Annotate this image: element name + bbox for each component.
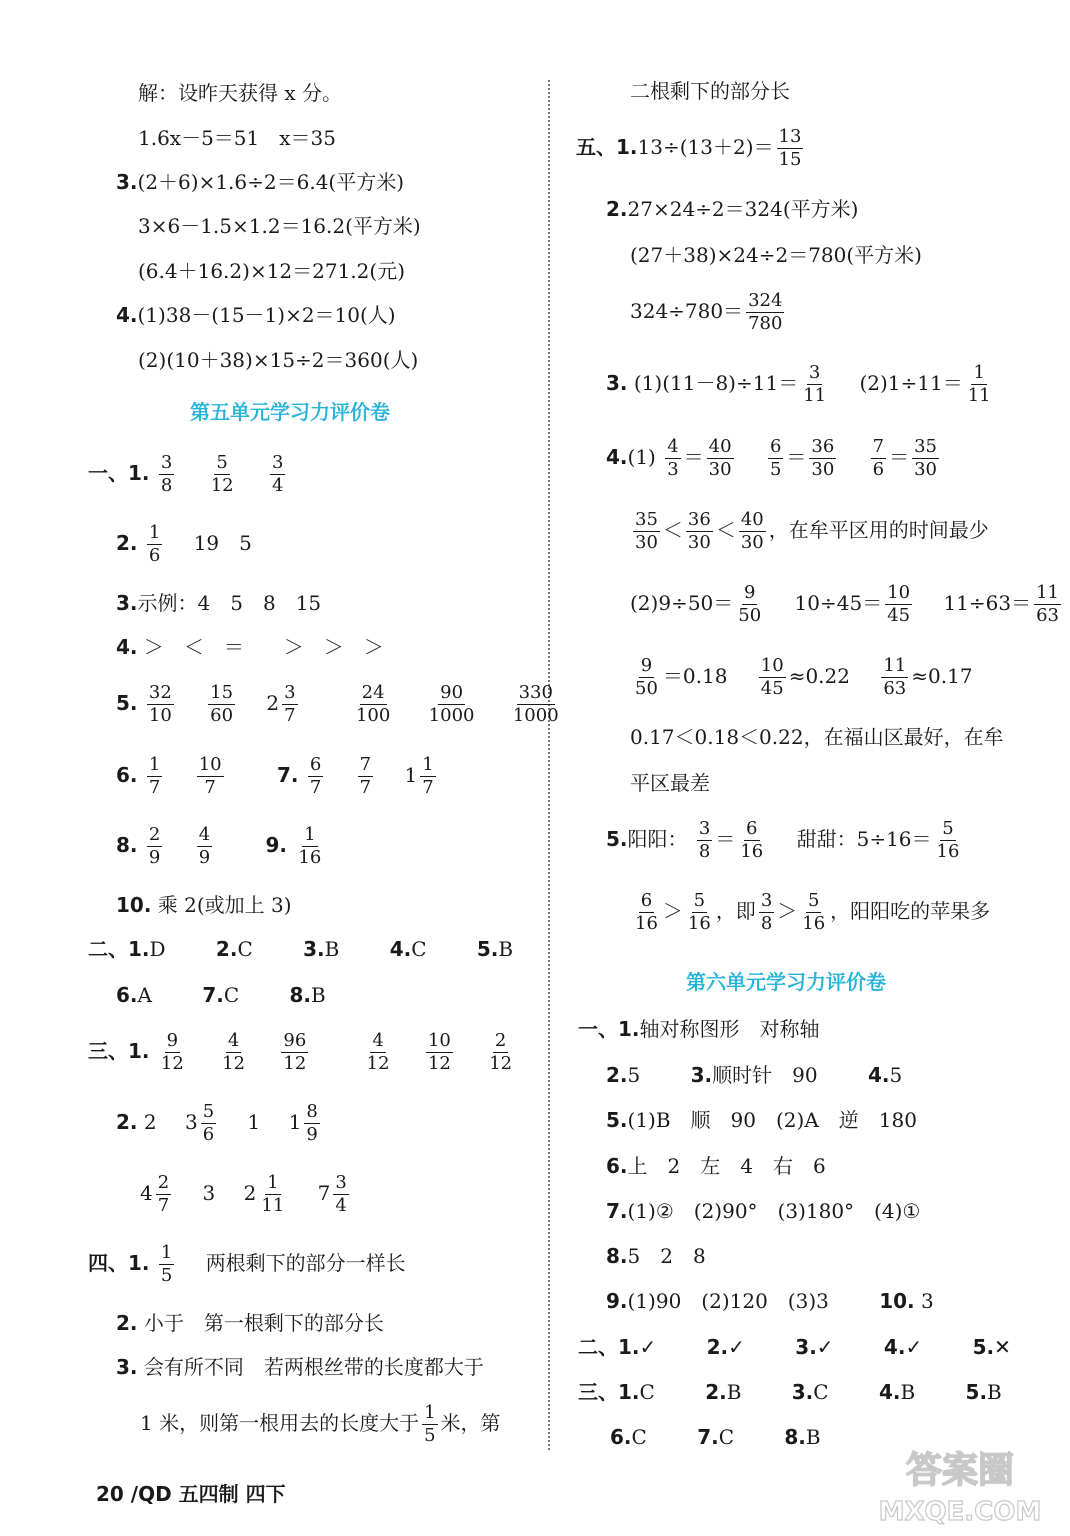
answer-line: 解：设昨天获得 x 分。 <box>138 81 342 105</box>
answer-line: 9.(1)90 (2)120 (3)3 10. 3 <box>606 1289 934 1313</box>
answer-line: 324÷780＝ $\frac{324}{780}$ <box>630 290 783 334</box>
answer-line: 3.(2＋6)×1.6÷2＝6.4(平方米) <box>116 170 405 194</box>
answer-line: 二、1.✓ 2.✓ 3.✓ 4.✓ 5.✕ <box>578 1335 1011 1359</box>
answer-line: 4.(1)38－(15－1)×2＝10(人) <box>116 303 396 327</box>
answer-line: (2)(10＋38)×15÷2＝360(人) <box>138 348 419 372</box>
page-footer: 20 /QD 五四制 四下 <box>96 1482 286 1506</box>
answer-line: 一、1.轴对称图形 对称轴 <box>578 1017 820 1041</box>
answer-line: $\frac{6}{16}$ ＞ $\frac{5}{16}$ ，即 $\frac{3}{8}$ ＞ $\frac{5}{16}$ ，阳阳吃的苹果多 <box>635 890 991 934</box>
answer-line: 6.C 7.C 8.B <box>610 1425 821 1449</box>
watermark-logo <box>870 1440 1050 1530</box>
answer-line: 8.5 2 8 <box>606 1244 706 1268</box>
answer-line: 2. $\frac{1}{6}$ 19 5 <box>116 522 252 566</box>
answer-line: (2)9÷50＝ $\frac{9}{50}$ 10÷45＝ $\frac{10}{45}$ 11÷63＝ $\frac{11}{63}$ <box>630 582 1060 626</box>
answer-line: 三、1.C 2.B 3.C 4.B 5.B <box>578 1380 1002 1404</box>
svg-text:MXQE.COM: MXQE.COM <box>878 1497 1042 1527</box>
answer-line: 四、1. $\frac{1}{5}$ 两根剩下的部分一样长 <box>88 1242 406 1286</box>
answer-line: 4. ＞ ＜ ＝ ＞ ＞ ＞ <box>116 635 384 659</box>
answer-line: 3.示例：4 5 8 15 <box>116 591 322 615</box>
answer-line: 5.阳阳： $\frac{3}{8}$ ＝ $\frac{6}{16}$ 甜甜：5÷16＝ $\frac{5}{16}$ <box>606 818 960 862</box>
answer-line: 2. 2 3 $\frac{5}{6}$ 1 1 $\frac{8}{9}$ <box>116 1101 318 1145</box>
answer-line: $\frac{35}{30}$ ＜ $\frac{36}{30}$ ＜ $\frac{40}{30}$ ，在牟平区用的时间最少 <box>635 509 989 553</box>
answer-line: 1 米，则第一根用去的长度大于 $\frac{1}{5}$ 米，第 <box>140 1402 501 1446</box>
answer-line: 平区最差 <box>630 771 710 795</box>
answer-line: 三、1. $\frac{9}{12}$ $\frac{4}{12}$ $\frac{96}{12}$ $\frac{4}{12}$ $\frac{10}{12}$ $\frac{2}{12}$ <box>88 1030 513 1074</box>
answer-line: 6.上 2 左 4 右 6 <box>606 1154 826 1178</box>
answer-line: 5.(1)B 顺 90 (2)A 逆 180 <box>606 1108 917 1132</box>
answer-line: 2.27×24÷2＝324(平方米) <box>606 197 859 221</box>
svg-text:答案圈: 答案圈 <box>905 1450 1015 1491</box>
answer-line: 一、1. $\frac{3}{8}$ $\frac{5}{12}$ $\frac{3}{4}$ <box>88 452 284 496</box>
answer-line: 4.(1) $\frac{4}{3}$ ＝ $\frac{40}{30}$ $\frac{6}{5}$ ＝ $\frac{36}{30}$ $\frac{7}{6}$ ＝ $\frac{35}{30}$ <box>606 436 938 480</box>
answer-line: 5. $\frac{32}{10}$ $\frac{15}{60}$ 2 $\frac{3}{7}$ $\frac{24}{100}$ $\frac{90}{1000}$ $\frac{330}{1000}$ <box>116 682 559 726</box>
answer-line: 3×6－1.5×1.2＝16.2(平方米) <box>138 214 421 238</box>
answer-line: $\frac{9}{50}$ ＝0.18 $\frac{10}{45}$ ≈0.22 $\frac{11}{63}$ ≈0.17 <box>635 655 973 699</box>
answer-line: 8. $\frac{2}{9}$ $\frac{4}{9}$ 9. $\frac{1}{16}$ <box>116 824 322 868</box>
column-divider <box>548 80 550 1450</box>
answer-line: 五、1.13÷(13＋2)＝ $\frac{13}{15}$ <box>576 126 802 170</box>
answer-line: 二、1.D 2.C 3.B 4.C 5.B <box>88 937 514 961</box>
section-heading-unit-5: 第五单元学习力评价卷 <box>190 400 390 424</box>
answer-line: 0.17＜0.18＜0.22，在福山区最好，在牟 <box>630 725 1004 749</box>
answer-line: 3. (1)(11－8)÷11＝ $\frac{3}{11}$ (2)1÷11＝ $\frac{1}{11}$ <box>606 362 991 406</box>
section-heading-unit-6: 第六单元学习力评价卷 <box>686 970 886 994</box>
answer-line: 6. $\frac{1}{7}$ $\frac{10}{7}$ 7. $\frac{6}{7}$ $\frac{7}{7}$ 1 $\frac{1}{7}$ <box>116 754 434 798</box>
answer-line: (27＋38)×24÷2＝780(平方米) <box>630 243 922 267</box>
answer-line: 4 $\frac{2}{7}$ 3 2 $\frac{1}{11}$ 7 $\frac{3}{4}$ <box>140 1172 347 1216</box>
answer-line: 7.(1)② (2)90° (3)180° (4)① <box>606 1199 921 1223</box>
answer-line: 2.5 3.顺时针 90 4.5 <box>606 1063 903 1087</box>
answer-line: 2. 小于 第一根剩下的部分长 <box>116 1311 384 1335</box>
answer-line: 1.6x－5＝51 x＝35 <box>138 126 336 150</box>
answer-line: 3. 会有所不同 若两根丝带的长度都大于 <box>116 1355 484 1379</box>
answer-line: (6.4＋16.2)×12＝271.2(元) <box>138 259 406 283</box>
answer-line: 10. 乘 2(或加上 3) <box>116 893 292 917</box>
answer-line: 二根剩下的部分长 <box>630 79 790 103</box>
answer-line: 6.A 7.C 8.B <box>116 983 326 1007</box>
